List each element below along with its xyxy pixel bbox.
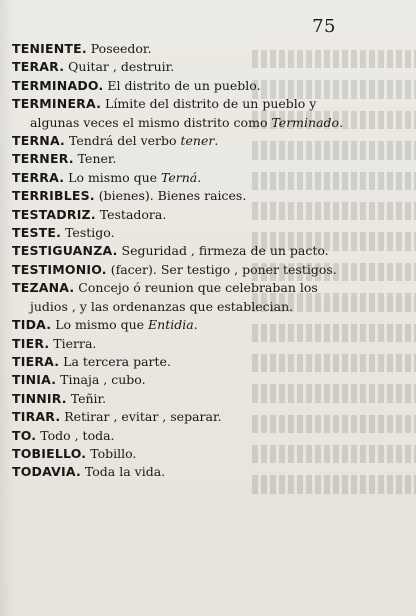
entry-definition: Tierra. bbox=[49, 335, 97, 351]
page-number: 75 bbox=[312, 16, 336, 37]
entry-headword: TERRIBLES. bbox=[12, 188, 95, 204]
glossary-entry bbox=[12, 242, 328, 260]
entry-cross-reference: Terná bbox=[161, 169, 198, 185]
entry-end-punctuation: . bbox=[214, 133, 219, 149]
glossary-entries bbox=[12, 40, 344, 482]
glossary-entry bbox=[12, 40, 328, 58]
glossary-entry bbox=[12, 279, 328, 316]
entry-headword: TEZANA. bbox=[12, 280, 75, 296]
entry-end-punctuation: . bbox=[193, 317, 198, 333]
entry-headword: TIRAR. bbox=[12, 409, 61, 425]
entry-headword: TINNIR. bbox=[12, 390, 67, 406]
glossary-entry bbox=[12, 95, 344, 132]
entry-headword: TO. bbox=[12, 427, 37, 443]
entry-definition: Tinaja , cubo. bbox=[56, 372, 146, 388]
entry-definition: Todo , toda. bbox=[36, 427, 115, 443]
entry-definition: Seguridad , firmeza de un pacto. bbox=[117, 243, 329, 259]
entry-headword: TERMINERA. bbox=[12, 96, 102, 112]
glossary-entry bbox=[12, 206, 328, 224]
entry-definition: Concejo ó reunion que celebraban los bbox=[74, 280, 318, 296]
glossary-entry bbox=[12, 427, 328, 445]
glossary-entry bbox=[12, 187, 328, 205]
entry-continuation-line bbox=[12, 298, 328, 316]
entry-definition: Testigo. bbox=[61, 225, 115, 241]
entry-definition: Retirar , evitar , separar. bbox=[60, 409, 222, 425]
entry-definition: Toda la vida. bbox=[80, 464, 166, 480]
entry-headword: TESTE. bbox=[12, 225, 62, 241]
entry-definition: Quitar , destruir. bbox=[64, 59, 175, 75]
glossary-entry bbox=[12, 132, 328, 150]
entry-headword: TENIENTE. bbox=[12, 41, 87, 56]
entry-cross-reference: Entidia bbox=[148, 317, 194, 333]
entry-headword: TOBIELLO. bbox=[12, 445, 87, 461]
glossary-entry bbox=[12, 353, 328, 371]
entry-headword: TIERA. bbox=[12, 353, 60, 369]
entry-definition: (facer). Ser testigo , poner testigos. bbox=[106, 261, 337, 277]
entry-definition: Poseedor. bbox=[86, 41, 152, 56]
glossary-entry bbox=[12, 58, 328, 76]
glossary-entry bbox=[12, 390, 328, 408]
entry-headword: TIER. bbox=[12, 335, 50, 351]
entry-definition: (bienes). Bienes raices. bbox=[94, 188, 247, 204]
entry-headword: TINIA. bbox=[12, 372, 57, 388]
entry-continuation-line bbox=[12, 114, 344, 132]
entry-definition: Tener. bbox=[73, 151, 117, 167]
entry-definition: Teñir. bbox=[66, 390, 107, 406]
glossary-entry bbox=[12, 463, 328, 481]
entry-headword: TERNA. bbox=[12, 133, 66, 149]
entry-headword: TESTADRIZ. bbox=[12, 206, 96, 222]
entry-headword: TODAVIA. bbox=[12, 464, 81, 480]
continuation-cross-reference: Terminado bbox=[271, 114, 340, 130]
glossary-entry bbox=[12, 316, 328, 334]
entry-end-punctuation: . bbox=[197, 169, 202, 185]
entry-headword: TIDA. bbox=[12, 317, 52, 333]
entry-definition: El distrito de un pueblo. bbox=[103, 77, 261, 93]
glossary-entry bbox=[12, 169, 328, 187]
entry-headword: TERRA. bbox=[12, 169, 65, 185]
continuation-text: algunas veces el mismo distrito como bbox=[30, 114, 272, 130]
entry-definition: Lo mismo que bbox=[51, 317, 149, 333]
continuation-text: judios , y las ordenanzas que establecian. bbox=[30, 298, 294, 314]
glossary-entry bbox=[12, 335, 328, 353]
entry-headword: TERAR. bbox=[12, 59, 65, 75]
entry-definition: Tendrá del verbo bbox=[65, 133, 181, 149]
glossary-entry bbox=[12, 150, 328, 168]
entry-headword: TERNER. bbox=[12, 151, 74, 167]
entry-headword: TESTIGUANZA. bbox=[12, 243, 118, 259]
entry-cross-reference: tener bbox=[180, 133, 215, 149]
entry-definition: Tobillo. bbox=[86, 445, 137, 461]
entry-headword: TERMINADO. bbox=[12, 77, 104, 93]
glossary-entry bbox=[12, 77, 328, 95]
continuation-end-punctuation: . bbox=[339, 114, 344, 130]
entry-definition: La tercera parte. bbox=[59, 353, 171, 369]
glossary-entry bbox=[12, 445, 328, 463]
entry-definition: Testadora. bbox=[95, 206, 167, 222]
entry-definition: Límite del distrito de un pueblo y bbox=[101, 96, 317, 112]
glossary-entry bbox=[12, 261, 337, 279]
glossary-entry bbox=[12, 408, 328, 426]
entry-definition: Lo mismo que bbox=[64, 169, 161, 185]
entry-headword: TESTIMONIO. bbox=[12, 261, 107, 277]
glossary-entry bbox=[12, 371, 328, 389]
glossary-entry bbox=[12, 224, 328, 242]
